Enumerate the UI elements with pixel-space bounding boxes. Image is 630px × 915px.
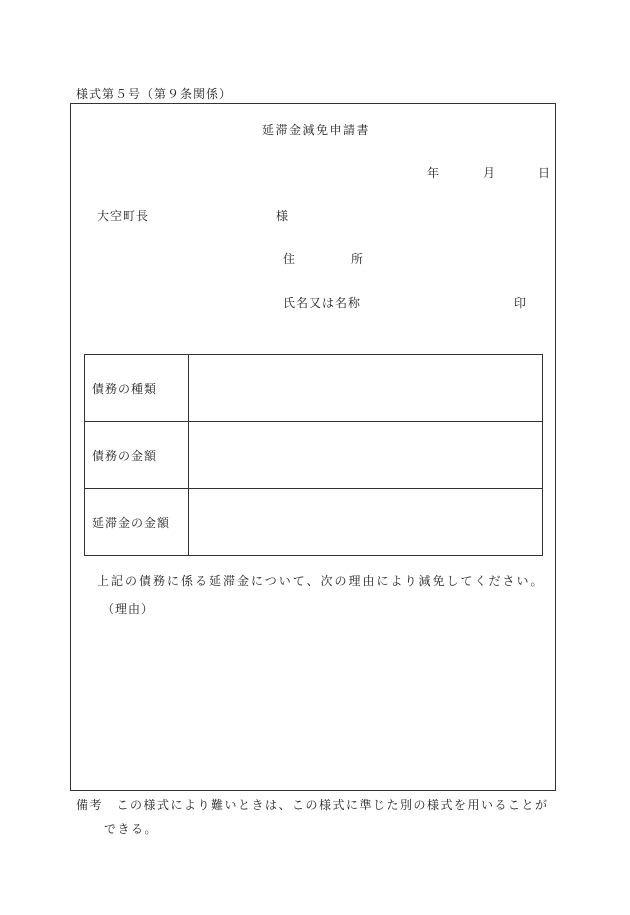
debt-table bbox=[84, 354, 543, 556]
remarks-line-2: できる。 bbox=[104, 822, 159, 836]
table-row bbox=[85, 422, 543, 489]
debt-type-value bbox=[189, 355, 543, 422]
address-label-first: 住 bbox=[283, 252, 296, 266]
late-fee-amount-label: 延滞金の金額 bbox=[85, 489, 189, 556]
form-number: 様式第５号（第９条関係） bbox=[76, 87, 233, 101]
form-title: 延滞金減免申請書 bbox=[262, 123, 371, 137]
table-row bbox=[85, 355, 543, 422]
honorific: 様 bbox=[276, 209, 289, 223]
reason-label: （理由） bbox=[102, 602, 155, 616]
debt-amount-value bbox=[189, 422, 543, 489]
date-day-label: 日 bbox=[538, 166, 551, 180]
addressee: 大空町長 bbox=[97, 209, 150, 223]
debt-amount-label: 債務の金額 bbox=[85, 422, 189, 489]
address-label-second: 所 bbox=[351, 252, 364, 266]
debt-type-label: 債務の種類 bbox=[85, 355, 189, 422]
late-fee-amount-value bbox=[189, 489, 543, 556]
table-row bbox=[85, 489, 543, 556]
request-statement: 上記の債務に係る延滞金について、次の理由により減免してください。 bbox=[97, 574, 545, 588]
name-label: 氏名又は名称 bbox=[283, 296, 362, 310]
remarks-line-1: 備考 この様式により難いときは、この様式に準じた別の様式を用いることが bbox=[76, 798, 549, 812]
date-month-label: 月 bbox=[483, 166, 496, 180]
seal-mark: 印 bbox=[514, 296, 527, 310]
date-year-label: 年 bbox=[427, 166, 440, 180]
